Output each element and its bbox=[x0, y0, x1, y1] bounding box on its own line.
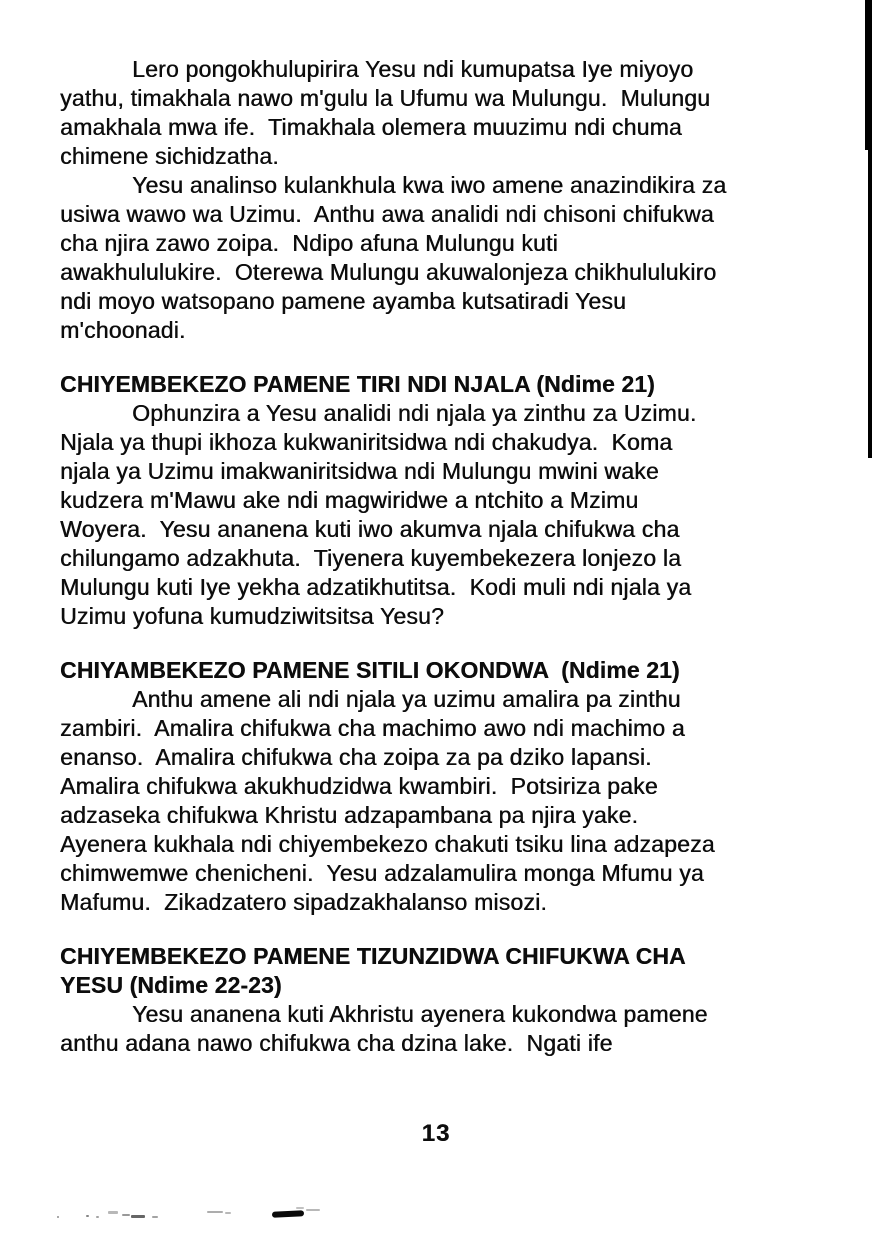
text-line: Ophunzira a Yesu analidi ndi njala ya zinthu za Uzimu. bbox=[132, 400, 697, 426]
section-heading bbox=[60, 942, 820, 1000]
scan-speck bbox=[225, 1212, 231, 1214]
text-line: Mafumu. Zikadzatero sipadzakhalanso misozi. bbox=[60, 889, 547, 915]
body-paragraph bbox=[60, 55, 820, 171]
scan-speck bbox=[108, 1211, 118, 1214]
text-line: chilungamo adzakhuta. Tiyenera kuyembekezera lonjezo la bbox=[60, 545, 682, 571]
scan-speck bbox=[57, 1216, 59, 1218]
text-line: njala ya Uzimu imakwaniritsidwa ndi Mulungu mwini wake bbox=[60, 458, 659, 484]
heading-line: CHIYAMBEKEZO PAMENE SITILI OKONDWA (Ndime 21) bbox=[60, 657, 680, 683]
text-line: Ayenera kukhala ndi chiyembekezo chakuti tsiku lina adzapeza bbox=[60, 831, 715, 857]
text-line: anthu adana nawo chifukwa cha dzina lake. Ngati ife bbox=[60, 1030, 613, 1056]
scan-edge-bar bbox=[868, 150, 872, 458]
text-line: amakhala mwa ife. Timakhala olemera muuzimu ndi chuma bbox=[60, 114, 682, 140]
text-line: Yesu analinso kulankhula kwa iwo amene anazindikira za bbox=[132, 172, 727, 198]
text-line: yathu, timakhala nawo m'gulu la Ufumu wa Mulungu. Mulungu bbox=[60, 85, 711, 111]
text-line: zambiri. Amalira chifukwa cha machimo awo ndi machimo a bbox=[60, 715, 685, 741]
scan-speck bbox=[296, 1207, 304, 1209]
scan-speck bbox=[306, 1209, 320, 1211]
section-heading bbox=[60, 370, 820, 399]
heading-line: CHIYEMBEKEZO PAMENE TIRI NDI NJALA (Ndime 21) bbox=[60, 371, 655, 397]
scan-speck bbox=[131, 1215, 145, 1218]
text-line: usiwa wawo wa Uzimu. Anthu awa analidi ndi chisoni chifukwa bbox=[60, 201, 714, 227]
scan-speck bbox=[122, 1214, 130, 1216]
text-line: Uzimu yofuna kumudziwitsitsa Yesu? bbox=[60, 603, 444, 629]
body-paragraph bbox=[60, 685, 820, 917]
text-line: Amalira chifukwa akukhudzidwa kwambiri. Potsiriza pake bbox=[60, 773, 658, 799]
text-line: ndi moyo watsopano pamene ayamba kutsatiradi Yesu bbox=[60, 288, 626, 314]
text-line: Anthu amene ali ndi njala ya uzimu amalira pa zinthu bbox=[132, 686, 681, 712]
text-line: Njala ya thupi ikhoza kukwaniritsidwa ndi chakudya. Koma bbox=[60, 429, 673, 455]
text-line: m'choonadi. bbox=[60, 317, 186, 343]
text-line: awakhululukire. Oterewa Mulungu akuwalonjeza chikhululukiro bbox=[60, 259, 717, 285]
text-line: Woyera. Yesu ananena kuti iwo akumva njala chifukwa cha bbox=[60, 516, 680, 542]
scan-smudge bbox=[272, 1210, 304, 1218]
scan-speck bbox=[152, 1216, 158, 1218]
page-number: 13 bbox=[421, 1120, 451, 1147]
text-line: cha njira zawo zoipa. Ndipo afuna Mulungu kuti bbox=[60, 230, 558, 256]
body-paragraph bbox=[60, 171, 820, 345]
scan-edge-bar bbox=[865, 0, 872, 150]
text-line: chimene sichidzatha. bbox=[60, 143, 279, 169]
text-line: chimwemwe chenicheni. Yesu adzalamulira monga Mfumu ya bbox=[60, 860, 704, 886]
text-column bbox=[60, 55, 820, 1058]
heading-line: YESU (Ndime 22-23) bbox=[60, 972, 282, 998]
scan-speck bbox=[207, 1211, 223, 1213]
body-paragraph bbox=[60, 1000, 820, 1058]
text-line: adzaseka chifukwa Khristu adzapambana pa njira yake. bbox=[60, 802, 639, 828]
text-line: Lero pongokhulupirira Yesu ndi kumupatsa Iye miyoyo bbox=[132, 56, 694, 82]
text-line: enanso. Amalira chifukwa cha zoipa za pa dziko lapansi. bbox=[60, 744, 652, 770]
scan-speck bbox=[96, 1216, 99, 1218]
text-line: kudzera m'Mawu ake ndi magwiridwe a ntchito a Mzimu bbox=[60, 487, 639, 513]
text-line: Mulungu kuti Iye yekha adzatikhutitsa. Kodi muli ndi njala ya bbox=[60, 574, 692, 600]
text-line: Yesu ananena kuti Akhristu ayenera kukondwa pamene bbox=[132, 1001, 708, 1027]
body-paragraph bbox=[60, 399, 820, 631]
section-heading bbox=[60, 656, 820, 685]
scan-speck bbox=[86, 1215, 89, 1217]
heading-line: CHIYEMBEKEZO PAMENE TIZUNZIDWA CHIFUKWA CHA bbox=[60, 943, 686, 969]
